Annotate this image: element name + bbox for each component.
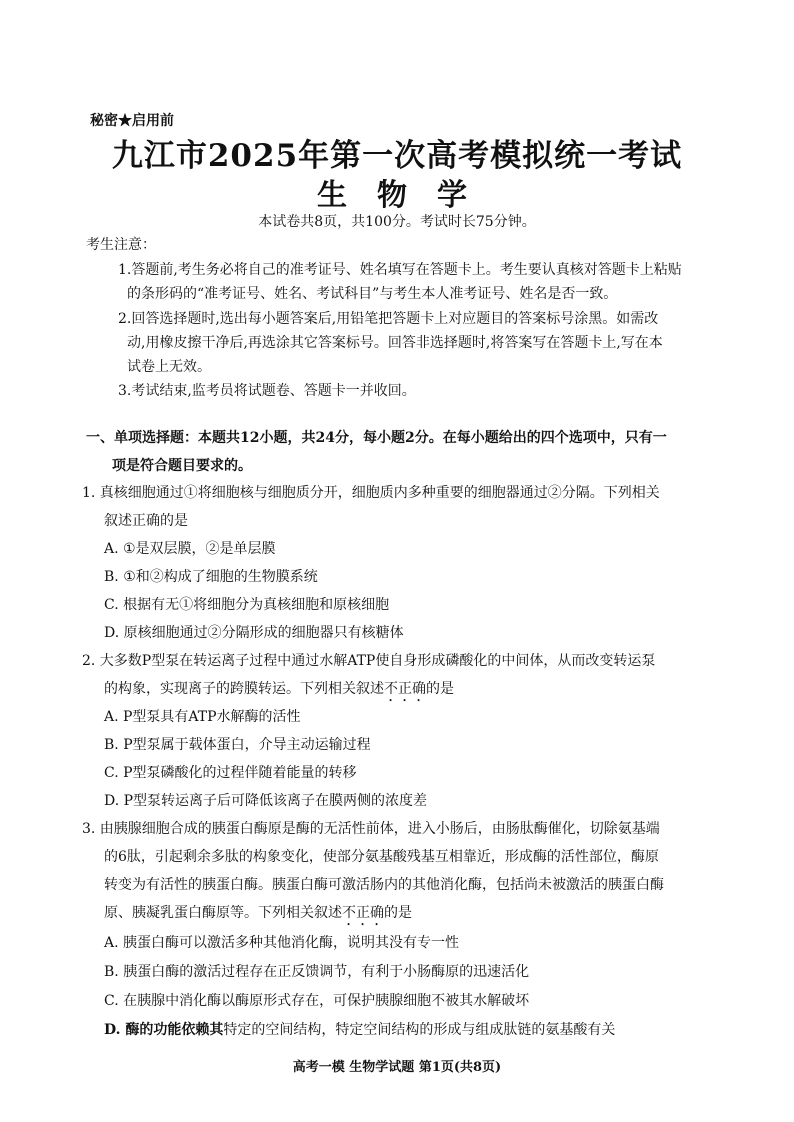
section-heading: 一、单项选择题：本题共12小题，共24分，每小题2分。在每小题给出的四个选项中，只有一: [86, 430, 667, 446]
question-1-option-d: D. 原核细胞通过②分隔形成的细胞器只有核糖体: [104, 625, 404, 641]
section-heading-cont: 项是符合题目要求的。: [112, 458, 252, 474]
question-3-option-a: A. 胰蛋白酶可以激活多种其他消化酶，说明其没有专一性: [104, 935, 460, 951]
notice-line: 试卷上无效。: [127, 359, 211, 375]
question-2-option-a: A. P型泵具有ATP水解酶的活性: [104, 709, 301, 725]
question-1-option-b: B. ①和②构成了细胞的生物膜系统: [104, 569, 318, 585]
question-3-option-c: C. 在胰腺中消化酶以酶原形式存在，可保护胰腺细胞不被其水解破坏: [104, 993, 530, 1009]
question-3-stem-cont: 的6肽，引起剩余多肽的构象变化，使部分氨基酸残基互相靠近，形成酶的活性部位，酶原: [104, 849, 659, 865]
notice-title: 考生注意：: [86, 237, 156, 253]
question-2-stem-cont: [104, 678, 454, 705]
question-2-option-b: B. P型泵属于载体蛋白，介导主动运输过程: [104, 737, 371, 753]
confidential-label: 秘密★启用前: [90, 113, 174, 129]
exam-info: 本试卷共8页，共100分。考试时长75分钟。: [258, 214, 536, 230]
question-3-stem: 3. 由胰腺细胞合成的胰蛋白酶原是酶的无活性前体，进入小肠后，由肠肽酶催化，切除氨基端: [82, 821, 660, 837]
question-3-option-b: B. 胰蛋白酶的激活过程存在正反馈调节，有利于小肠酶原的迅速活化: [104, 964, 530, 980]
stem-text: 的是: [384, 905, 412, 921]
notice-line: 1.答题前,考生务必将自己的准考证号、姓名填写在答题卡上。考生要认真核对答题卡上粘贴: [118, 262, 682, 278]
question-1-option-a: A. ①是双层膜，②是单层膜: [104, 541, 276, 557]
emphasis-text: 不正确: [384, 681, 426, 697]
question-3-option-d: [104, 1019, 615, 1039]
notice-line: 的条形码的“准考证号、姓名、考试科目”与考生本人准考证号、姓名是否一致。: [127, 286, 618, 302]
notice-line: 动,用橡皮擦干净后,再选涂其它答案标号。回答非选择题时,将答案写在答题卡上,写在本: [127, 335, 663, 351]
option-d-bold-text: D. 酶的功能依赖其: [104, 1022, 224, 1038]
emphasis-text: 不正确: [342, 905, 384, 921]
stem-text: 原、胰凝乳蛋白酶原等。下列相关叙述: [104, 905, 342, 921]
question-2-option-d: D. P型泵转运离子后可降低该离子在膜两侧的浓度差: [104, 793, 428, 809]
question-1-option-c: C. 根据有无①将细胞分为真核细胞和原核细胞: [104, 597, 390, 613]
question-2-option-c: C. P型泵磷酸化的过程伴随着能量的转移: [104, 765, 357, 781]
page-footer: 高考一模 生物学试题 第1页(共8页): [292, 1060, 502, 1075]
question-3-stem-cont: [104, 902, 412, 929]
stem-text: 的构象，实现离子的跨膜转运。下列相关叙述: [104, 681, 384, 697]
notice-line: 2.回答选择题时,选出每小题答案后,用铅笔把答题卡上对应题目的答案标号涂黑。如需改: [118, 311, 659, 327]
subject-title: 生物学: [317, 178, 497, 213]
question-2-stem: 2. 大多数P型泵在转运离子过程中通过水解ATP使自身形成磷酸化的中间体，从而改变转运泵: [82, 653, 656, 669]
question-3-stem-cont: 转变为有活性的胰蛋白酶。胰蛋白酶可激活肠内的其他消化酶，包括尚未被激活的胰蛋白酶: [104, 877, 664, 893]
notice-line: 3.考试结束,监考员将试题卷、答题卡一并收回。: [118, 383, 416, 399]
exam-title: 九江市2025年第一次高考模拟统一考试: [111, 138, 683, 174]
question-1-stem: 1. 真核细胞通过①将细胞核与细胞质分开，细胞质内多种重要的细胞器通过②分隔。下列相关: [82, 485, 660, 501]
option-d-text: 特定的空间结构，特定空间结构的形成与组成肽链的氨基酸有关: [223, 1022, 616, 1038]
question-1-stem-cont: 叙述正确的是: [104, 513, 188, 529]
stem-text: 的是: [426, 681, 454, 697]
